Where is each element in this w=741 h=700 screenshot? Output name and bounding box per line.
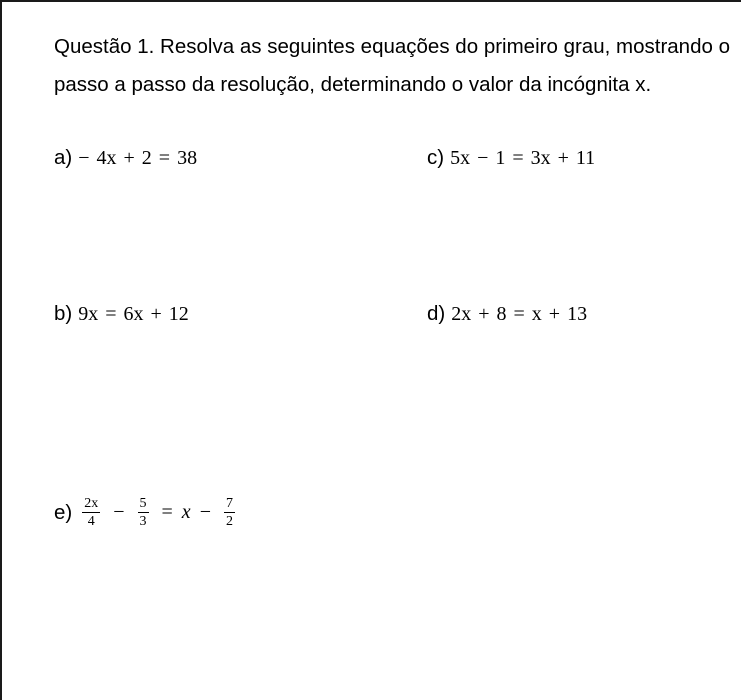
fraction-2x-over-4 <box>82 496 100 529</box>
item-a <box>54 146 197 170</box>
minus-operator: − <box>113 501 125 523</box>
equals-sign: = <box>161 501 173 523</box>
fraction-5-over-3 <box>138 496 149 529</box>
item-e-label: e) <box>54 500 73 524</box>
fraction-denominator: 2 <box>225 514 233 529</box>
fraction-numerator: 5 <box>139 496 147 511</box>
item-d <box>427 302 587 326</box>
minus-operator: − <box>199 501 211 523</box>
item-d-equation: 2x + 8 = x + 13 <box>451 302 588 325</box>
item-c-equation: 5x − 1 = 3x + 11 <box>450 146 596 169</box>
item-d-label: d) <box>427 302 446 325</box>
fraction-numerator: 7 <box>225 496 233 511</box>
item-a-equation: − 4x + 2 = 38 <box>78 146 198 169</box>
item-b <box>54 302 189 326</box>
item-c-label: c) <box>427 146 445 169</box>
fraction-7-over-2 <box>224 496 235 529</box>
item-b-label: b) <box>54 302 73 325</box>
fraction-denominator: 3 <box>139 514 147 529</box>
fraction-numerator: 2x <box>84 496 99 511</box>
fraction-denominator: 4 <box>87 514 95 529</box>
item-e <box>54 496 239 529</box>
frame-border-left <box>0 0 2 700</box>
item-c <box>427 146 595 170</box>
variable-x: x <box>181 501 191 523</box>
frame-border-top <box>0 0 741 2</box>
item-b-equation: 9x = 6x + 12 <box>78 302 189 325</box>
item-a-label: a) <box>54 146 73 169</box>
question-statement: Questão 1. Resolva as seguintes equações do primeiro grau, mostrando o passo a passo da resolução, determinando o valor da incógnita x. <box>54 35 730 96</box>
